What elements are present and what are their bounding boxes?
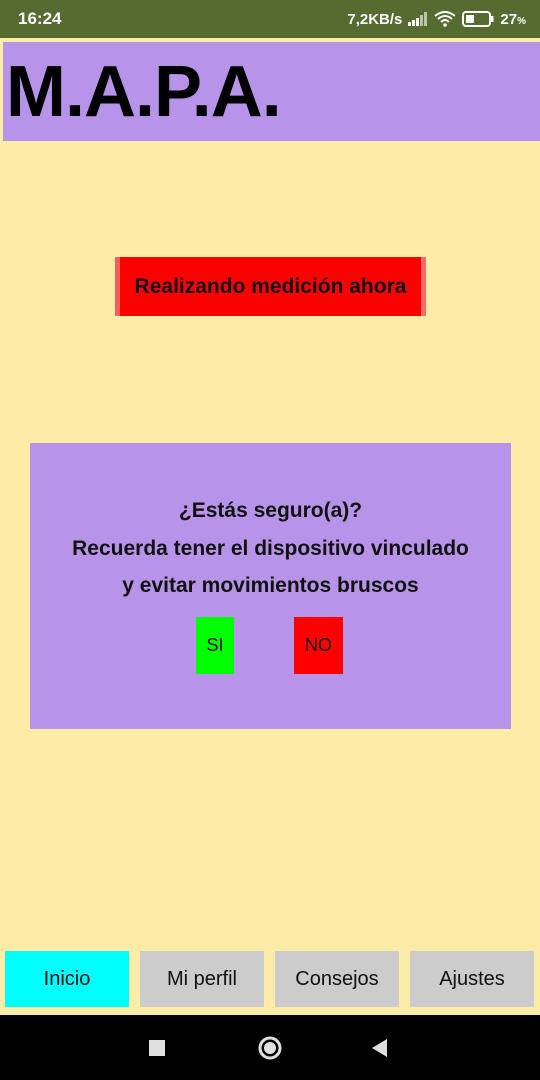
status-time: 16:24: [18, 9, 62, 28]
tab-mi-perfil[interactable]: Mi perfil: [140, 951, 264, 1007]
network-speed: 7,2KB/s: [347, 10, 403, 28]
system-nav-bar: [0, 1015, 540, 1080]
dialog-question: ¿Estás seguro(a)?: [178, 499, 363, 522]
dialog-message-line-2: y evitar movimientos bruscos: [122, 574, 419, 597]
back-icon[interactable]: [365, 1033, 395, 1063]
tab-ajustes[interactable]: Ajustes: [410, 951, 534, 1007]
wifi-icon: [434, 11, 456, 27]
measurement-banner: Realizando medición ahora: [115, 257, 426, 316]
dialog-message-line-1: Recuerda tener el dispositivo vinculado: [72, 537, 469, 560]
battery-percent: 27: [500, 10, 518, 28]
app-title: M.A.P.A.: [6, 52, 281, 132]
recent-apps-icon[interactable]: [142, 1033, 172, 1063]
no-button[interactable]: NO: [294, 617, 343, 674]
app-header: [3, 42, 540, 141]
status-bar: [0, 0, 540, 38]
yes-button[interactable]: SI: [196, 617, 234, 674]
tab-inicio[interactable]: Inicio: [5, 951, 129, 1007]
battery-icon: [462, 11, 494, 27]
battery-unit: %: [517, 15, 526, 27]
confirm-dialog: [30, 443, 511, 729]
signal-icon: [408, 12, 428, 26]
tab-consejos[interactable]: Consejos: [275, 951, 399, 1007]
status-indicators: [347, 11, 526, 28]
home-icon[interactable]: [255, 1033, 285, 1063]
